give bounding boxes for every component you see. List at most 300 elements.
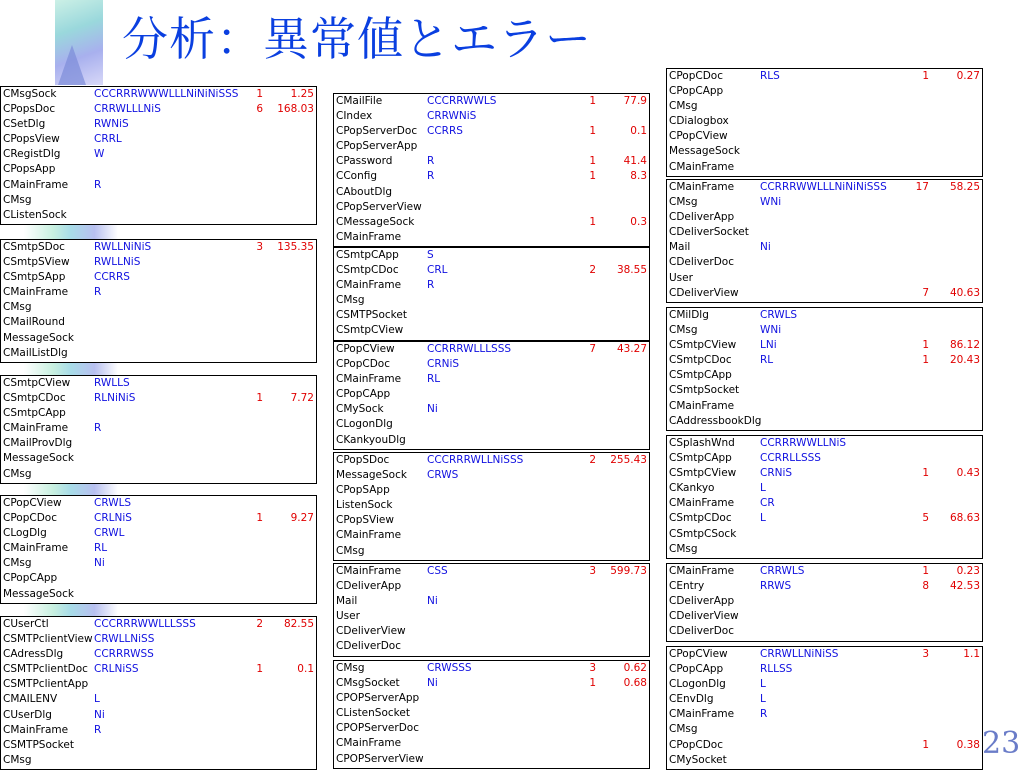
table-row [667,240,982,255]
access-pattern: Ni [427,403,438,416]
class-name: Mail [669,241,691,254]
access-pattern: L [760,693,766,706]
table-row [667,753,982,768]
value: 255.43 [610,454,647,466]
class-table [333,247,650,341]
class-name: CSmtpSApp [3,271,66,284]
table-row [334,323,649,338]
class-name: CSMTPclientApp [3,678,89,691]
access-pattern: RLNiNiS [94,392,136,405]
value: 0.38 [956,738,980,751]
access-pattern: CCCRRRWLLNiSSS [427,454,524,466]
table-row [667,466,982,481]
table-row [334,483,649,498]
class-table [0,239,317,363]
access-pattern: S [427,249,434,261]
table-row [667,707,982,722]
table-row [1,391,316,406]
access-pattern: CRLNiSS [94,663,139,676]
table-row [334,579,649,594]
table-row [1,451,316,466]
class-name: CListenSocket [336,707,410,720]
count: 1 [922,354,929,367]
table-row [1,406,316,421]
access-pattern: CRRWLS [760,565,805,577]
class-name: CMailProvDlg [3,437,73,450]
class-name: CPopSApp [336,484,390,497]
class-name: CPOPServerView [336,752,424,765]
class-name: CMessageSock [336,215,415,228]
table-row [1,102,316,117]
table-row [334,528,649,543]
count: 1 [256,663,263,676]
class-name: CPopCApp [3,572,58,585]
table-row [334,721,649,736]
class-name: CMsg [3,557,32,570]
class-table [333,93,650,247]
class-table [666,563,983,642]
table-row [1,300,316,315]
table-row [1,662,316,677]
access-pattern: CRNiS [427,358,460,371]
class-name: CPopServerDoc [336,125,418,138]
table-row [334,661,649,676]
class-name: CMainFrame [3,286,69,299]
class-name: CMainFrame [336,230,402,243]
class-table [333,341,650,450]
table-row [334,513,649,528]
class-name: CPopCDoc [336,358,390,371]
table-row [334,544,649,559]
table-row [667,160,982,175]
value: 42.53 [949,580,980,593]
count: 8 [922,580,929,593]
access-pattern: R [94,178,102,191]
access-pattern: L [760,482,766,495]
class-name: CSmtpCSock [669,527,737,540]
class-name: CMsg [669,324,698,337]
class-name: CSmtpSView [3,256,70,269]
class-name: CMsg [336,294,365,307]
table-row [1,541,316,556]
count: 1 [589,677,596,690]
class-name: User [336,610,360,623]
count: 1 [922,565,929,577]
access-pattern: CRWLS [760,309,798,321]
access-pattern: RWNiS [94,118,129,131]
class-table [333,563,650,657]
class-name: MessageSock [669,145,740,158]
count: 17 [915,181,929,193]
class-name: CPopSDoc [336,454,390,466]
value: 58.25 [949,181,980,193]
access-pattern: RL [427,373,441,386]
table-row [667,481,982,496]
class-name: CDeliverDoc [336,640,401,653]
table-row [667,114,982,129]
table-row [334,433,649,448]
value: 20.43 [949,354,980,367]
table-row [667,368,982,383]
class-name: CPopSView [336,514,394,527]
table-row [667,225,982,240]
class-name: CListenSock [3,208,67,221]
class-name: CDeliverView [669,286,739,299]
table-row [334,185,649,200]
class-name: ListenSock [336,499,393,512]
access-pattern: Ni [427,677,438,690]
class-name: CSmtpCDoc [669,354,732,367]
class-name: CMsg [669,723,698,736]
class-name: CMainFrame [3,542,69,555]
value: 40.63 [949,286,980,299]
table-row [1,647,316,662]
class-name: CMainFrame [669,160,735,173]
table-row [1,617,316,632]
count: 1 [589,215,596,228]
table-row [334,564,649,579]
class-name: CPopsView [3,133,60,146]
class-table [666,307,983,431]
class-name: CDeliverApp [669,595,735,608]
table-row [334,609,649,624]
access-pattern: RWLLNiS [94,256,141,269]
count: 1 [589,95,596,107]
access-pattern: LNi [760,339,777,352]
class-table [666,646,983,770]
count: 7 [589,343,596,355]
class-name: CMsg [3,467,32,480]
class-name: MessageSock [3,331,74,344]
class-name: CPopsApp [3,163,56,176]
access-pattern: CCCRRRWWLLLSSS [94,618,196,630]
class-name: CMainFrame [669,497,735,510]
class-name: CEntry [669,580,705,593]
count: 1 [589,170,596,183]
access-pattern: L [760,512,766,525]
access-pattern: CR [760,497,775,510]
class-name: CMySocket [669,753,727,766]
access-pattern: CRWLS [94,497,132,509]
value: 38.55 [616,264,647,277]
class-name: CLogDlg [3,527,47,540]
count: 3 [922,648,929,660]
table-row [667,647,982,662]
class-name: CSmtpCApp [669,369,732,382]
table-row [334,752,649,767]
table-row [1,178,316,193]
class-name: CPopCView [669,648,728,660]
table-row [667,69,982,84]
class-name: CMailListDlg [3,346,68,359]
access-pattern: CRRWLLLNiS [94,103,161,116]
class-name: CPopServerApp [336,140,418,153]
class-name: CDeliverSocket [669,226,749,239]
access-pattern: RL [94,542,108,555]
table-row [667,564,982,579]
table-row [1,723,316,738]
table-row [1,738,316,753]
class-table [0,616,317,770]
access-pattern: L [760,678,766,691]
class-name: CLogonDlg [669,678,726,691]
table-row [667,511,982,526]
class-name: CAboutDlg [336,185,393,198]
count: 3 [589,662,596,674]
table-row [334,263,649,278]
class-name: CMsg [3,753,32,766]
value: 77.9 [623,95,647,107]
table-row [667,594,982,609]
table-row [334,676,649,691]
table-row [1,285,316,300]
value: 599.73 [610,565,647,577]
access-pattern: CRWLLNiSS [94,633,155,646]
table-row [667,414,982,429]
class-name: CPOPServerApp [336,692,420,705]
class-name: CSmtpCView [669,467,737,480]
table-row [1,571,316,586]
table-row [667,451,982,466]
table-row [1,511,316,526]
table-row [667,99,982,114]
access-pattern: RL [760,354,774,367]
table-row [1,526,316,541]
table-row [334,387,649,402]
table-row [667,662,982,677]
table-row [667,129,982,144]
class-name: CMainFrame [669,565,735,577]
class-table [666,179,983,303]
class-name: CPopCView [3,497,62,509]
value: 7.72 [290,392,314,405]
access-pattern: RWLLS [94,377,130,389]
value: 168.03 [277,103,314,116]
table-row [334,200,649,215]
value: 0.1 [630,125,647,138]
count: 1 [256,88,263,100]
value: 43.27 [616,343,647,355]
table-row [1,708,316,723]
table-row [1,162,316,177]
access-pattern: CRRL [94,133,122,146]
class-name: CMainFrame [669,181,735,193]
class-table [0,495,317,604]
count: 6 [256,103,263,116]
class-name: CPopCApp [336,388,391,401]
class-name: CSMTPclientView [3,633,93,646]
class-name: CKankyo [669,482,715,495]
table-row [667,286,982,301]
class-name: CDeliverView [336,625,406,638]
class-name: CMsg [3,301,32,314]
class-name: CSMTPclientDoc [3,663,88,676]
table-row [334,124,649,139]
class-name: CUserCtl [3,618,49,630]
table-row [1,376,316,391]
table-row [1,270,316,285]
table-row [334,342,649,357]
access-pattern: CRRWLLNiNiSS [760,648,839,660]
table-row [334,639,649,654]
access-pattern: CCRRRWWLLLNiNiNiSSS [760,181,887,193]
table-row [1,692,316,707]
decorative-triangle [58,45,86,85]
table-row [1,255,316,270]
table-row [667,527,982,542]
table-row [334,230,649,245]
access-pattern: L [94,693,100,706]
table-row [334,624,649,639]
class-name: CSmtpCApp [336,249,399,261]
table-row [667,722,982,737]
class-name: CSetDlg [3,118,46,131]
count: 1 [922,70,929,82]
table-row [334,357,649,372]
table-row [1,556,316,571]
class-table [666,68,983,177]
table-row [667,210,982,225]
class-name: CMsg [669,196,698,209]
decorative-strip [0,603,118,617]
table-row [1,87,316,102]
table-row [1,587,316,602]
class-name: CPOPServerDoc [336,722,419,735]
table-row [667,542,982,557]
class-name: CPopCDoc [669,70,723,82]
value: 0.68 [623,677,647,690]
access-pattern: R [94,286,102,299]
access-pattern: CCRRRWSS [94,648,154,661]
count: 1 [922,339,929,352]
value: 41.4 [623,155,647,168]
table-row [667,338,982,353]
class-name: CMsg [336,662,365,674]
class-name: User [669,271,693,284]
class-name: CUserDlg [3,708,52,721]
table-row [1,331,316,346]
table-row [1,753,316,768]
table-row [334,372,649,387]
class-name: CRegistDlg [3,148,61,161]
access-pattern: CCRRLLSSS [760,452,821,465]
access-pattern: Ni [94,708,105,721]
table-row [1,132,316,147]
table-row [334,308,649,323]
class-name: CMainFrame [3,723,69,736]
class-name: CDeliverApp [669,211,735,224]
count: 5 [922,512,929,525]
class-name: CDeliverDoc [669,625,734,638]
count: 3 [589,565,596,577]
class-name: CSmtpCView [669,339,737,352]
class-name: CSmtpCView [336,324,404,337]
table-row [1,240,316,255]
class-name: CMsg [3,193,32,206]
class-name: Mail [336,595,358,608]
access-pattern: Ni [94,557,105,570]
class-name: CSmtpCView [3,377,71,389]
class-name: MessageSock [3,452,74,465]
decorative-strip [0,225,118,239]
value: 8.3 [630,170,647,183]
access-pattern: Ni [760,241,771,254]
table-row [334,691,649,706]
count: 1 [922,738,929,751]
access-pattern: CRL [427,264,448,277]
access-pattern: R [427,155,435,168]
class-name: CPassword [336,155,393,168]
class-name: CMsg [669,100,698,113]
class-name: CPopsDoc [3,103,56,116]
access-pattern: CRWSSS [427,662,472,674]
value: 0.62 [623,662,647,674]
access-pattern: WNi [760,196,782,209]
class-name: CMilDlg [669,309,709,321]
table-row [667,323,982,338]
class-name: CPopCDoc [3,512,57,525]
table-row [667,399,982,414]
table-row [1,436,316,451]
table-row [334,139,649,154]
value: 0.43 [956,467,980,480]
count: 2 [256,618,263,630]
table-row [1,346,316,361]
class-name: CSMTPSocket [3,738,74,751]
class-name: CPopCApp [669,663,724,676]
table-row [1,315,316,330]
table-row [667,692,982,707]
class-name: CDeliverDoc [669,256,734,269]
class-name: CMainFrame [336,373,402,386]
access-pattern: CSS [427,565,448,577]
access-pattern: WNi [760,324,782,337]
table-row [334,453,649,468]
access-pattern: RRWS [760,580,792,593]
table-row [667,308,982,323]
access-pattern: RLLSS [760,663,793,676]
class-name: CLogonDlg [336,418,393,431]
class-name: CSplashWnd [669,437,735,449]
table-row [667,436,982,451]
table-row [334,498,649,513]
table-row [334,706,649,721]
slide-title: 分析：異常値とエラー [122,12,592,66]
class-name: CMainFrame [336,529,402,542]
class-name: CMainFrame [3,422,69,435]
access-pattern: W [94,148,105,161]
access-pattern: Ni [427,595,438,608]
class-name: CSmtpCDoc [336,264,399,277]
table-row [667,271,982,286]
count: 3 [256,241,263,253]
count: 1 [589,125,596,138]
table-row [1,147,316,162]
table-row [667,383,982,398]
table-row [667,677,982,692]
table-row [667,353,982,368]
class-name: CSmtpSocket [669,384,740,397]
count: 1 [589,155,596,168]
value: 135.35 [277,241,314,253]
value: 1.1 [963,648,980,660]
class-name: CKankyouDlg [336,433,406,446]
value: 0.1 [297,663,314,676]
table-row [667,609,982,624]
table-row [667,84,982,99]
table-row [334,293,649,308]
table-row [334,94,649,109]
